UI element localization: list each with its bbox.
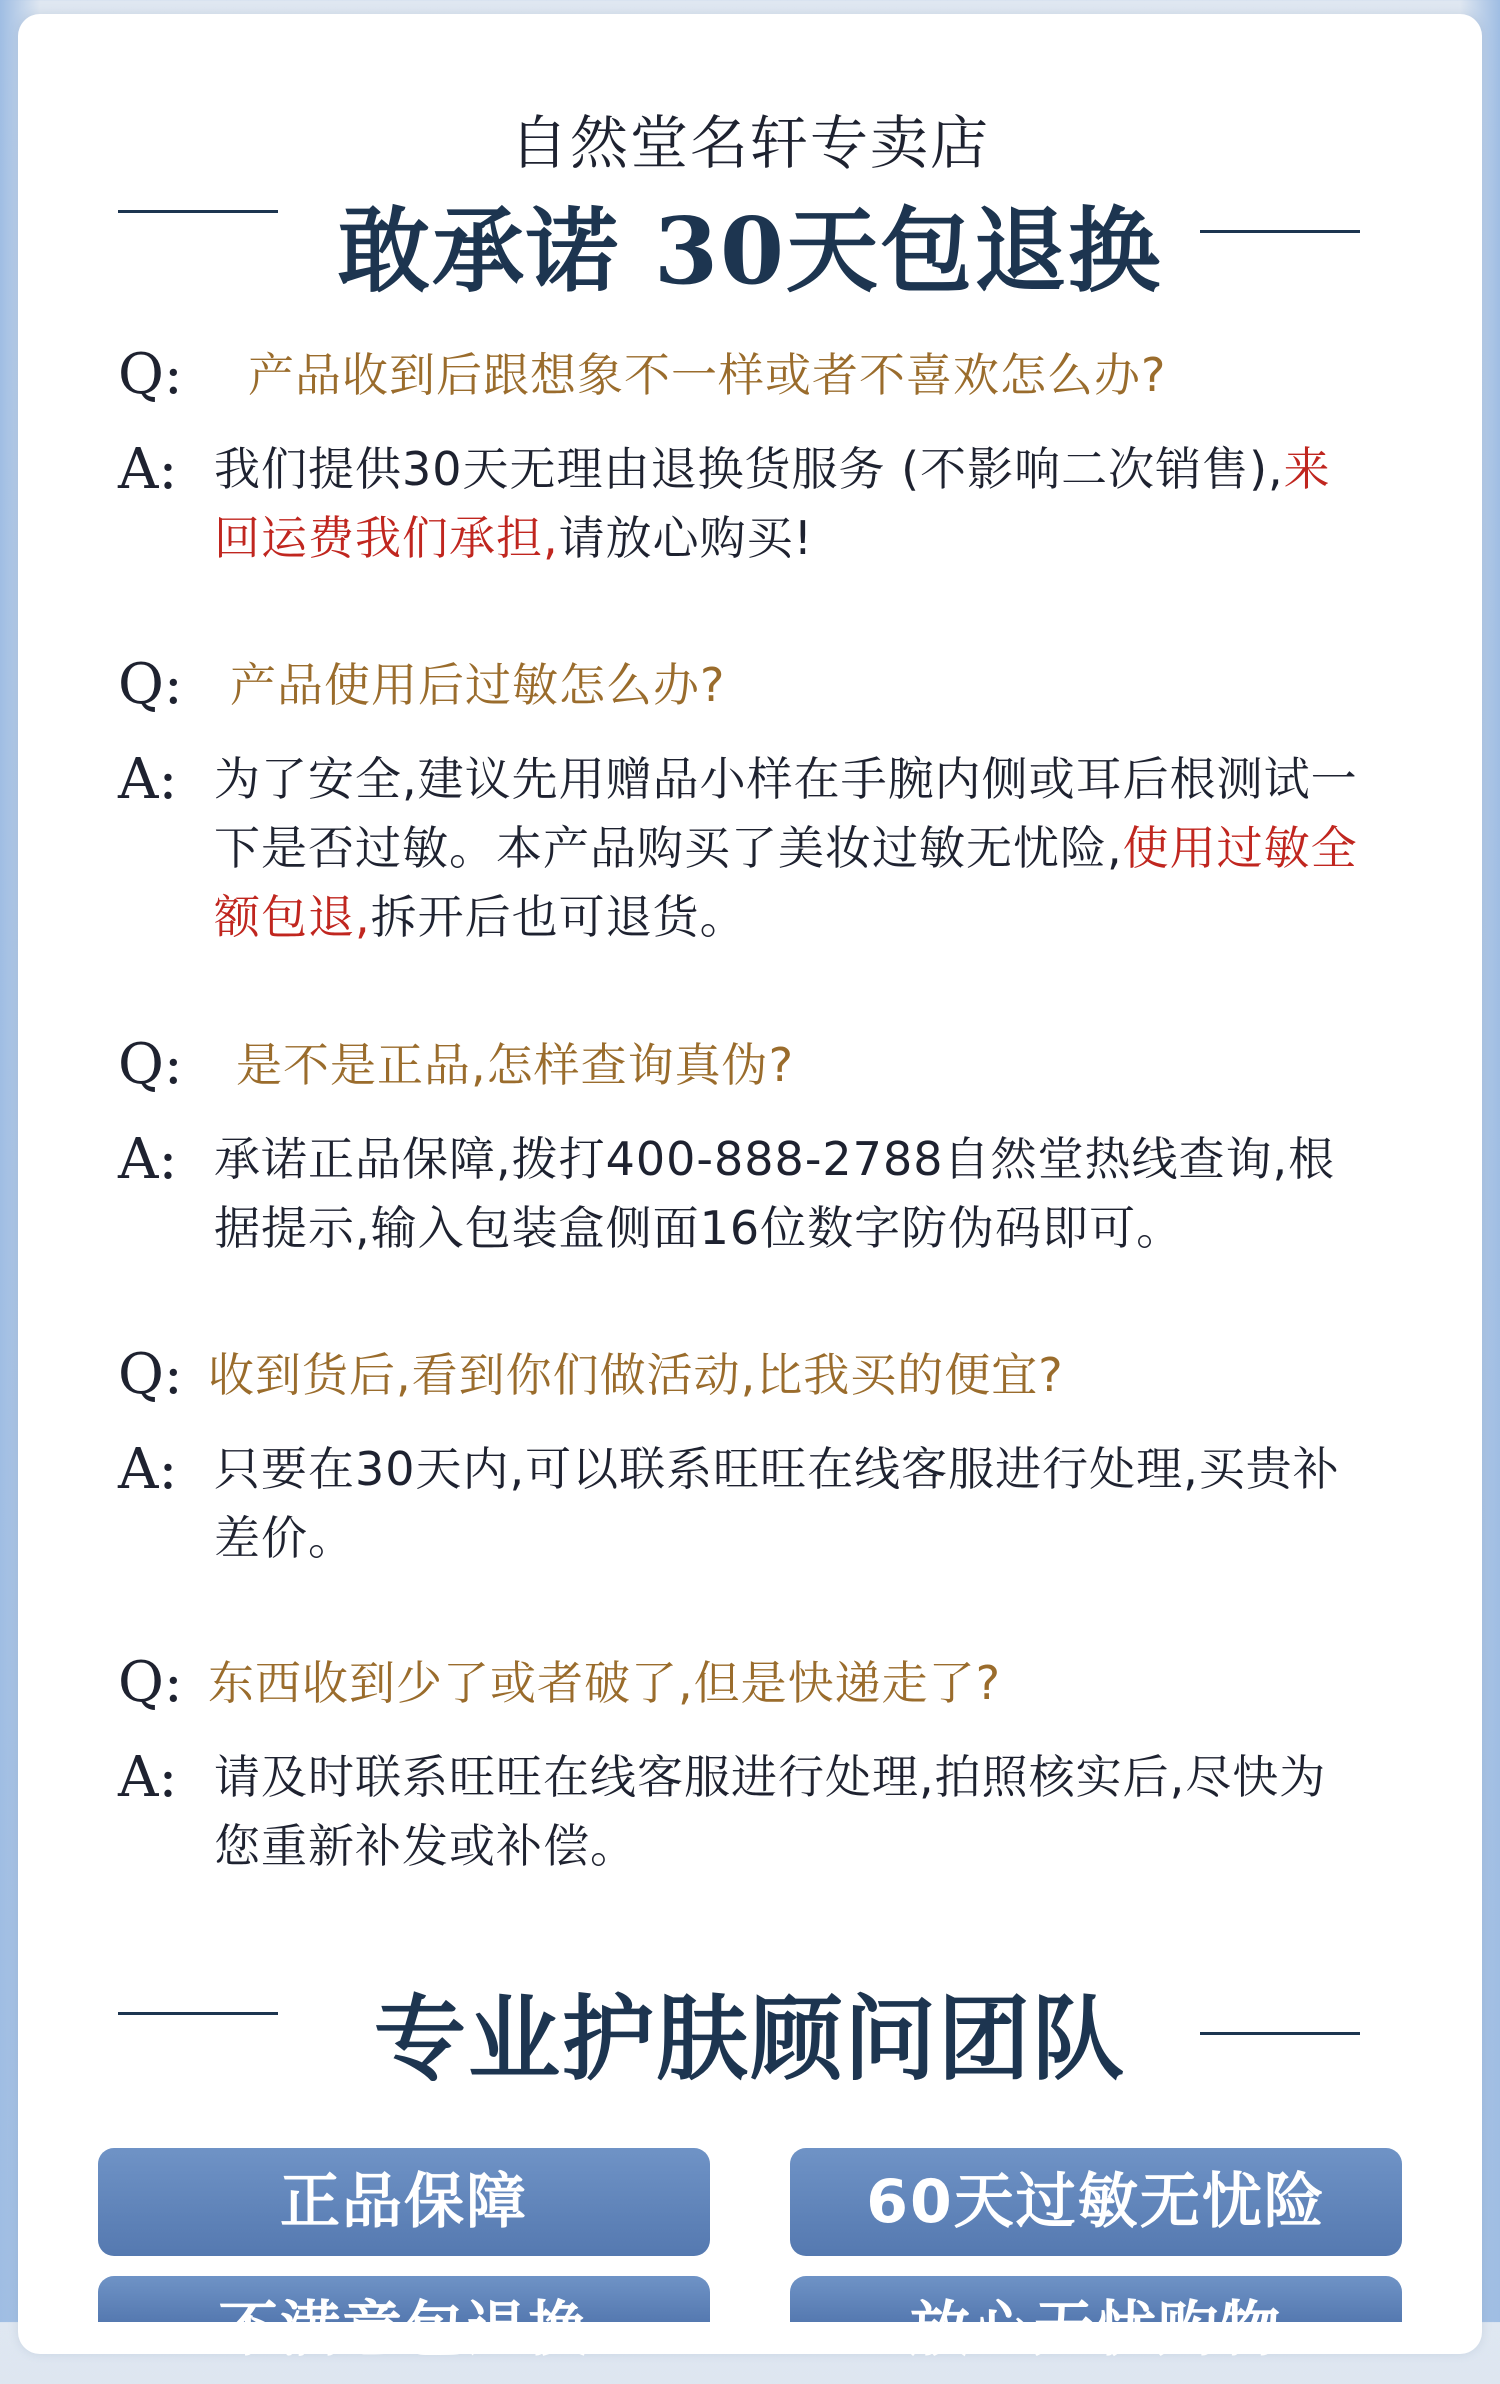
answer-text-part: 我们提供30天无理由退换货服务 (不影响二次销售), xyxy=(214,442,1284,496)
answer-text xyxy=(214,1435,1364,1573)
faq-question xyxy=(118,340,1368,410)
title-rule-right xyxy=(1200,230,1360,233)
answer-highlight: 来回运费我们承担, xyxy=(214,442,1331,565)
answer-text xyxy=(214,435,1364,573)
question-text: 产品收到后跟想象不一样或者不喜欢怎么办? xyxy=(248,348,1167,402)
faq-item xyxy=(118,650,1368,944)
answer-text xyxy=(214,1125,1364,1263)
answer-mark: A: xyxy=(118,437,178,502)
answer-highlight: 使用过敏全额包退, xyxy=(214,821,1358,944)
faq-question xyxy=(118,1648,1368,1718)
section-title-guarantee: 敢承诺 30天包退换 xyxy=(337,197,1163,305)
title-rule-right xyxy=(1200,2032,1360,2035)
question-mark: Q: xyxy=(118,1650,183,1715)
badge-worry-free xyxy=(790,2276,1402,2322)
question-text: 是不是正品,怎样查询真伪? xyxy=(236,1038,795,1092)
badge-allergy-insurance: 60天过敏无忧险 xyxy=(790,2148,1402,2256)
faq-item xyxy=(118,1030,1368,1255)
question-text: 收到货后,看到你们做活动,比我买的便宜? xyxy=(208,1348,1064,1402)
answer-mark: A: xyxy=(118,1745,178,1810)
answer-text-part: 拆开后也可退货。 xyxy=(370,890,747,944)
answer-text-part: 为了安全,建议先用赠品小样在手腕内侧或耳后根测试一下是否过敏。本产品购买了美妆过敏无忧险, xyxy=(214,752,1358,875)
question-mark: Q: xyxy=(118,1032,183,1097)
question-text: 东西收到少了或者破了,但是快递走了? xyxy=(208,1656,1002,1710)
faq-item xyxy=(118,1648,1368,1873)
faq-question xyxy=(118,650,1368,720)
faq-question xyxy=(118,1340,1368,1410)
store-name: 自然堂名轩专卖店 xyxy=(509,109,990,177)
question-mark: Q: xyxy=(118,652,183,717)
answer-mark: A: xyxy=(118,1437,178,1502)
answer-text-part: 承诺正品保障,拨打400-888-2788自然堂热线查询,根据提示,输入包装盒侧面16位数字防伪码即可。 xyxy=(214,1132,1336,1255)
question-mark: Q: xyxy=(118,342,183,407)
answer-text xyxy=(214,1743,1364,1881)
faq-item xyxy=(118,1340,1368,1565)
answer-text-part: 请放心购买! xyxy=(558,511,814,565)
faq-question xyxy=(118,1030,1368,1100)
answer-text-part: 只要在30天内,可以联系旺旺在线客服进行处理,买贵补差价。 xyxy=(214,1442,1340,1565)
faq-item xyxy=(118,340,1368,565)
answer-text xyxy=(214,745,1364,952)
question-mark: Q: xyxy=(118,1342,183,1407)
badge-genuine: 正品保障 xyxy=(98,2148,710,2256)
answer-mark: A: xyxy=(118,1127,178,1192)
badge-return xyxy=(98,2276,710,2322)
answer-mark: A: xyxy=(118,747,178,812)
question-text: 产品使用后过敏怎么办? xyxy=(230,658,726,712)
section-title-team: 专业护肤顾问团队 xyxy=(373,1985,1126,2093)
answer-text-part: 请及时联系旺旺在线客服进行处理,拍照核实后,尽快为您重新补发或补偿。 xyxy=(214,1750,1327,1873)
